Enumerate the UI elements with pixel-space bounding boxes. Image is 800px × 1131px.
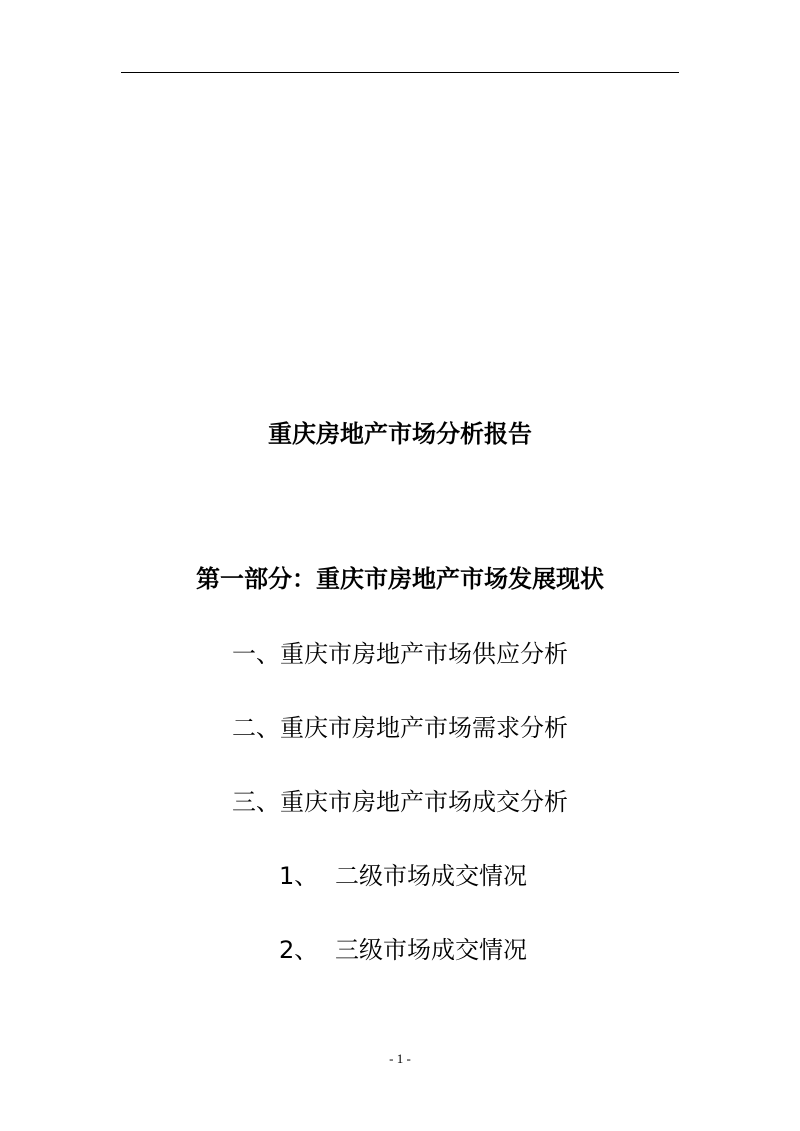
subsection-primary-market [279,864,527,888]
section-heading-transactions: 三、重庆市房地产市场成交分析 [232,788,568,816]
section-heading-supply: 一、重庆市房地产市场供应分析 [232,640,568,668]
subsection-secondary-market [279,938,527,962]
header-rule [121,72,679,73]
document-title: 重庆房地产市场分析报告 [268,420,532,448]
subsection-number: 1、 [279,862,319,890]
subsection-label: 二级市场成交情况 [335,862,527,890]
subsection-label: 三级市场成交情况 [335,936,527,964]
part-heading: 第一部分：重庆市房地产市场发展现状 [196,565,604,593]
subsection-number: 2、 [279,936,319,964]
page-number: - 1 - [389,1051,411,1066]
section-heading-demand: 二、重庆市房地产市场需求分析 [232,714,568,742]
